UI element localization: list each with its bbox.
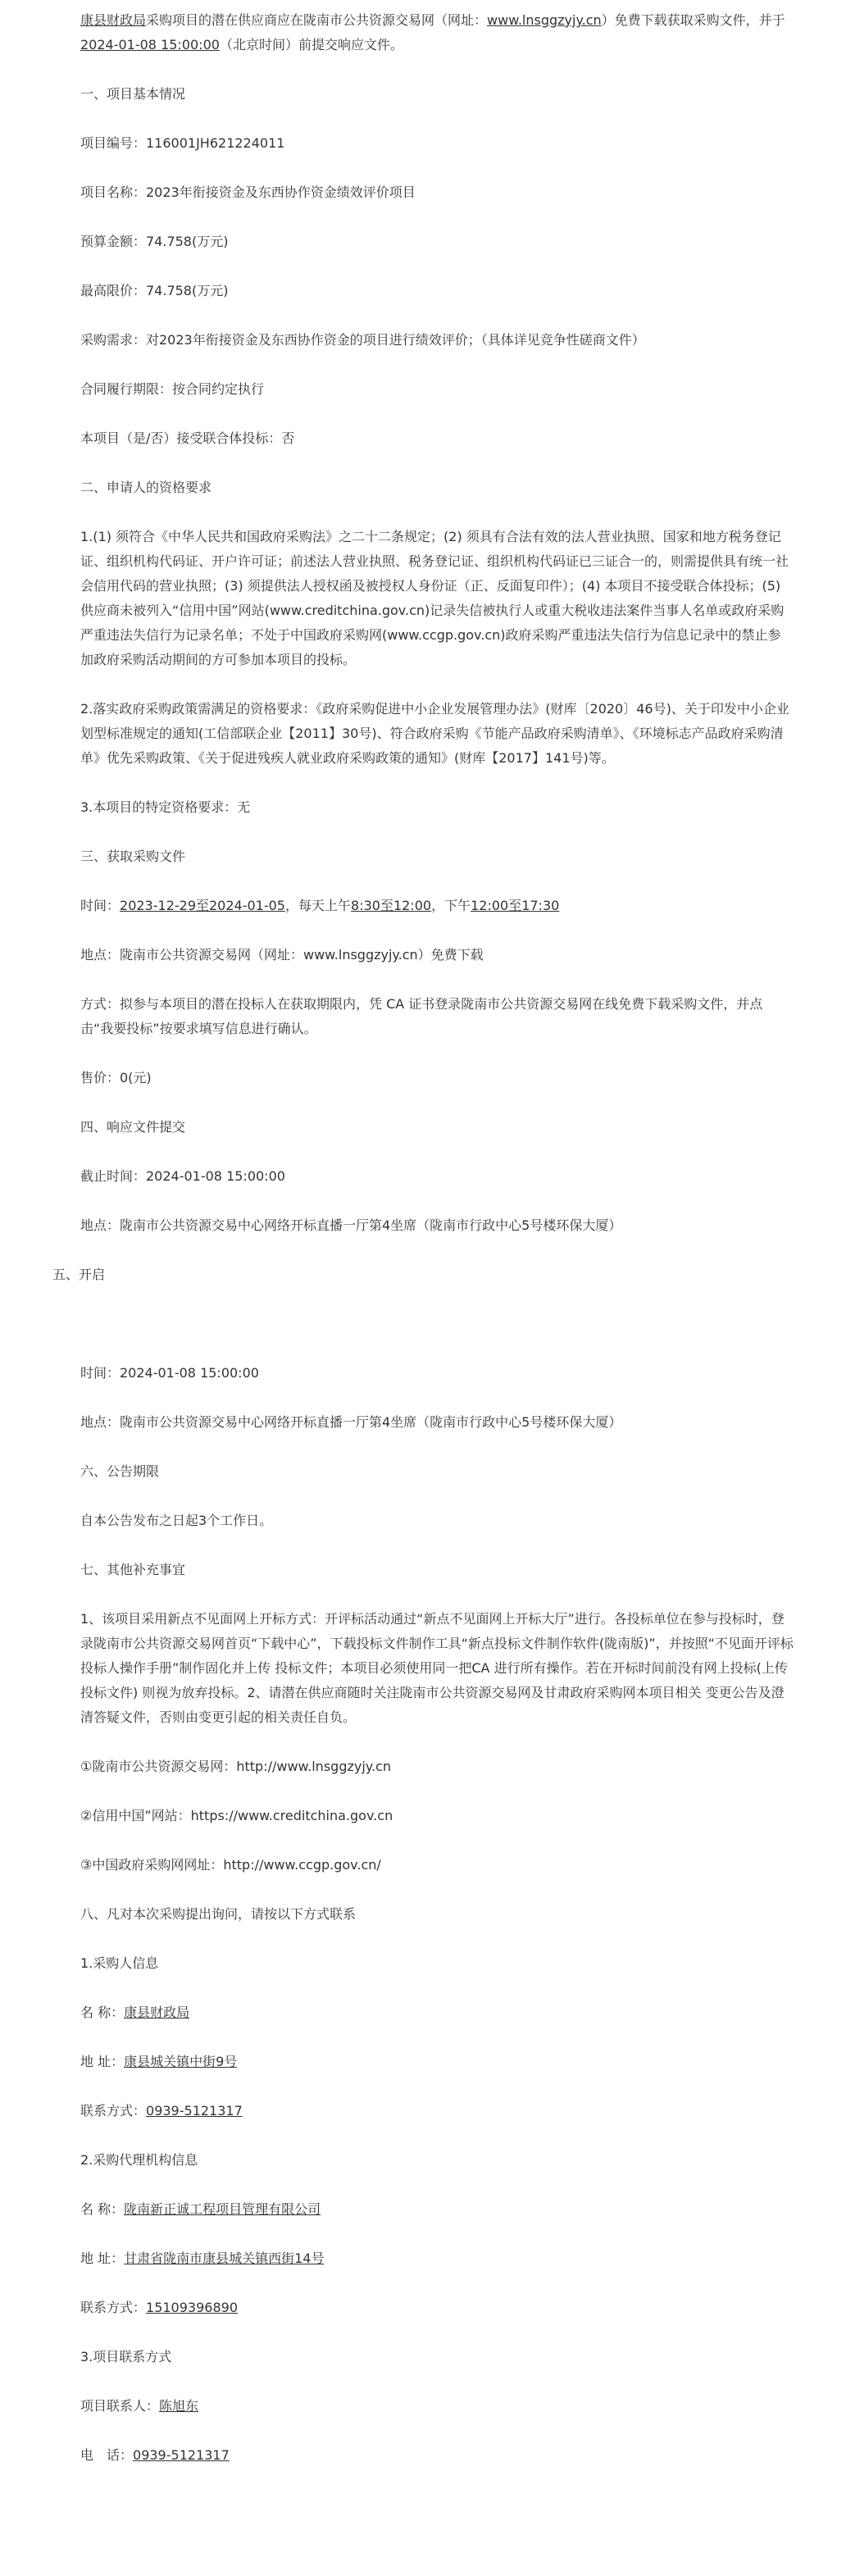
max-price: 最高限价：74.758(万元) (80, 283, 229, 298)
contact-tel-row: 电 话：0939-5121317 (80, 2447, 230, 2463)
section5-title: 五、开启 (52, 1267, 106, 1282)
supplementary-notes: 1、该项目采用新点不见面网上开标方式：开评标活动通过“新点不见面网上开标大厅”进行。各投标单位在参与投标时，登录陇南市公共资源交易网首页“下载中心”，下载投标文件制作工具“新点投标文件制作软件(陇南版)”，并按照“不见面开评标投标人操作手册”制作固化并上传 投标文件；本项目必须使用同一把CA 进行所有操作。若在开标时间前没有网上投标(上传投标文件) 则视为放弃投标。2、请潜在供应商随时关注陇南市公共资源交易网及甘肃政府采购网本项目相关 变更公告及澄清答疑文件，否则由变更引起的相关责任自负。 (80, 1611, 794, 1725)
link-creditchina[interactable]: ②信用中国”网站：https://www.creditchina.gov.cn (80, 1808, 393, 1823)
date-range: 2023-12-29至2024-01-05 (120, 898, 285, 913)
section4-title: 四、响应文件提交 (80, 1119, 186, 1135)
section2-title: 二、申请人的资格要求 (80, 480, 212, 495)
website-url-link[interactable]: www.lnsggzyjy.cn (487, 12, 602, 28)
agency-address-row: 地 址：甘肃省陇南市康县城关镇西街14号 (80, 2251, 325, 2266)
morning-hours: 8:30至12:00 (351, 898, 432, 913)
submission-deadline: 截止时间：2024-01-08 15:00:00 (80, 1168, 285, 1184)
buyer-info-title: 1.采购人信息 (80, 1955, 159, 1971)
buyer-phone-row: 联系方式：0939-5121317 (80, 2103, 243, 2119)
budget-amount: 预算金额：74.758(万元) (80, 234, 229, 249)
section6-title: 六、公告期限 (80, 1463, 160, 1479)
agency-phone-row: 联系方式：15109396890 (80, 2300, 238, 2315)
section8-title: 八、凡对本次采购提出询问，请按以下方式联系 (80, 1906, 357, 1922)
section7-title: 七、其他补充事宜 (80, 1562, 186, 1577)
acquisition-time: 时间：2023-12-29至2024-01-05，每天上午8:30至12:00，下午12:00至17:30 (80, 898, 560, 913)
project-name: 项目名称：2023年衔接资金及东西协作资金绩效评价项目 (80, 184, 416, 200)
buyer-name-link[interactable]: 康县财政局 (80, 12, 147, 28)
consortium-bid: 本项目（是/否）接受联合体投标：否 (80, 430, 295, 446)
buyer-phone-value[interactable]: 0939-5121317 (146, 2103, 243, 2119)
section3-title: 三、获取采购文件 (80, 849, 186, 864)
document-price: 售价：0(元) (80, 1070, 152, 1085)
opening-place: 地点：陇南市公共资源交易中心网络开标直播一厅第4坐席（陇南市行政中心5号楼环保大厦） (80, 1414, 622, 1430)
deadline-text: 2024-01-08 15:00:00 (80, 37, 220, 52)
buyer-name-row: 名 称：康县财政局 (80, 2005, 190, 2020)
link-ccgp[interactable]: ③中国政府采购网网址：http://www.ccgp.gov.cn/ (80, 1857, 381, 1873)
procurement-demand: 采购需求：对2023年衔接资金及东西协作资金的项目进行绩效评价；（具体详见竞争性磋商文件） (80, 332, 645, 348)
agency-address-value[interactable]: 甘肃省陇南市康县城关镇西街14号 (124, 2251, 325, 2266)
acquisition-method: 方式：拟参与本项目的潜在投标人在获取期限内，凭 CA 证书登录陇南市公共资源交易网在线免费下载采购文件，并点击“我要投标”按要求填写信息进行确认。 (80, 996, 763, 1036)
contract-period: 合同履行期限：按合同约定执行 (80, 381, 265, 397)
afternoon-hours: 12:00至17:30 (471, 898, 560, 913)
qualification-paragraph-3: 3.本项目的特定资格要求：无 (80, 799, 251, 815)
contact-info-title: 3.项目联系方式 (80, 2349, 172, 2364)
project-number: 项目编号：116001JH621224011 (80, 135, 285, 151)
contact-person-value[interactable]: 陈旭东 (159, 2398, 199, 2414)
agency-info-title: 2.采购代理机构信息 (80, 2152, 198, 2168)
intro-paragraph: 康县财政局采购项目的潜在供应商应在陇南市公共资源交易网（网址：www.lnsggzyjy.cn）免费下载获取采购文件，并于2024-01-08 15:00:00（北京时间）前提交响应文件。 (80, 12, 785, 52)
link-lnsggzyjy[interactable]: ①陇南市公共资源交易网：http://www.lnsggzyjy.cn (80, 1759, 391, 1774)
agency-name-value[interactable]: 陇南新正诚工程项目管理有限公司 (124, 2201, 321, 2217)
notice-period: 自本公告发布之日起3个工作日。 (80, 1513, 273, 1528)
buyer-name-value[interactable]: 康县财政局 (124, 2005, 190, 2020)
agency-phone-value[interactable]: 15109396890 (146, 2300, 238, 2315)
section1-title: 一、项目基本情况 (80, 86, 186, 102)
contact-person-row: 项目联系人：陈旭东 (80, 2398, 199, 2414)
buyer-address-row: 地 址：康县城关镇中街9号 (80, 2054, 238, 2069)
contact-tel-value[interactable]: 0939-5121317 (133, 2447, 230, 2463)
submission-place: 地点：陇南市公共资源交易中心网络开标直播一厅第4坐席（陇南市行政中心5号楼环保大厦） (80, 1217, 622, 1233)
acquisition-place: 地点：陇南市公共资源交易网（网址：www.lnsggzyjy.cn）免费下载 (80, 947, 484, 963)
agency-name-row: 名 称：陇南新正诚工程项目管理有限公司 (80, 2201, 321, 2217)
qualification-paragraph-1: 1.(1) 须符合《中华人民共和国政府采购法》之二十二条规定；(2) 须具有合法有效的法人营业执照、国家和地方税务登记证、组织机构代码证、开户许可证；前述法人营业执照、税务登记证、组织机构代码证已三证合一的，则需提供具有统一社会信用代码的营业执照；(3) 须提供法人授权函及被授权人身份证（正、反面复印件）；(4) 本项目不接受联合体投标；(5) 供应商未被列入“信用中国”网站(www.creditchina.gov.cn)记录失信被执行人或重大税收违法案件当事人名单或政府采购严重违法失信行为记录名单；不处于中国政府采购网(www.ccgp.gov.cn)政府采购严重违法失信行为信息记录中的禁止参加政府采购活动期间的方可参加本项目的投标。 (80, 529, 789, 667)
buyer-address-value[interactable]: 康县城关镇中街9号 (124, 2054, 238, 2069)
qualification-paragraph-2: 2.落实政府采购政策需满足的资格要求：《政府采购促进中小企业发展管理办法》(财库〔2020〕46号)、关于印发中小企业划型标准规定的通知(工信部联企业【2011】30号)、符合政府采购《节能产品政府采购清单》、《环境标志产品政府采购清单》优先采购政策、《关于促进残疾人就业政府采购政策的通知》(财库【2017】141号)等。 (80, 701, 789, 766)
opening-time: 时间：2024-01-08 15:00:00 (80, 1365, 259, 1381)
